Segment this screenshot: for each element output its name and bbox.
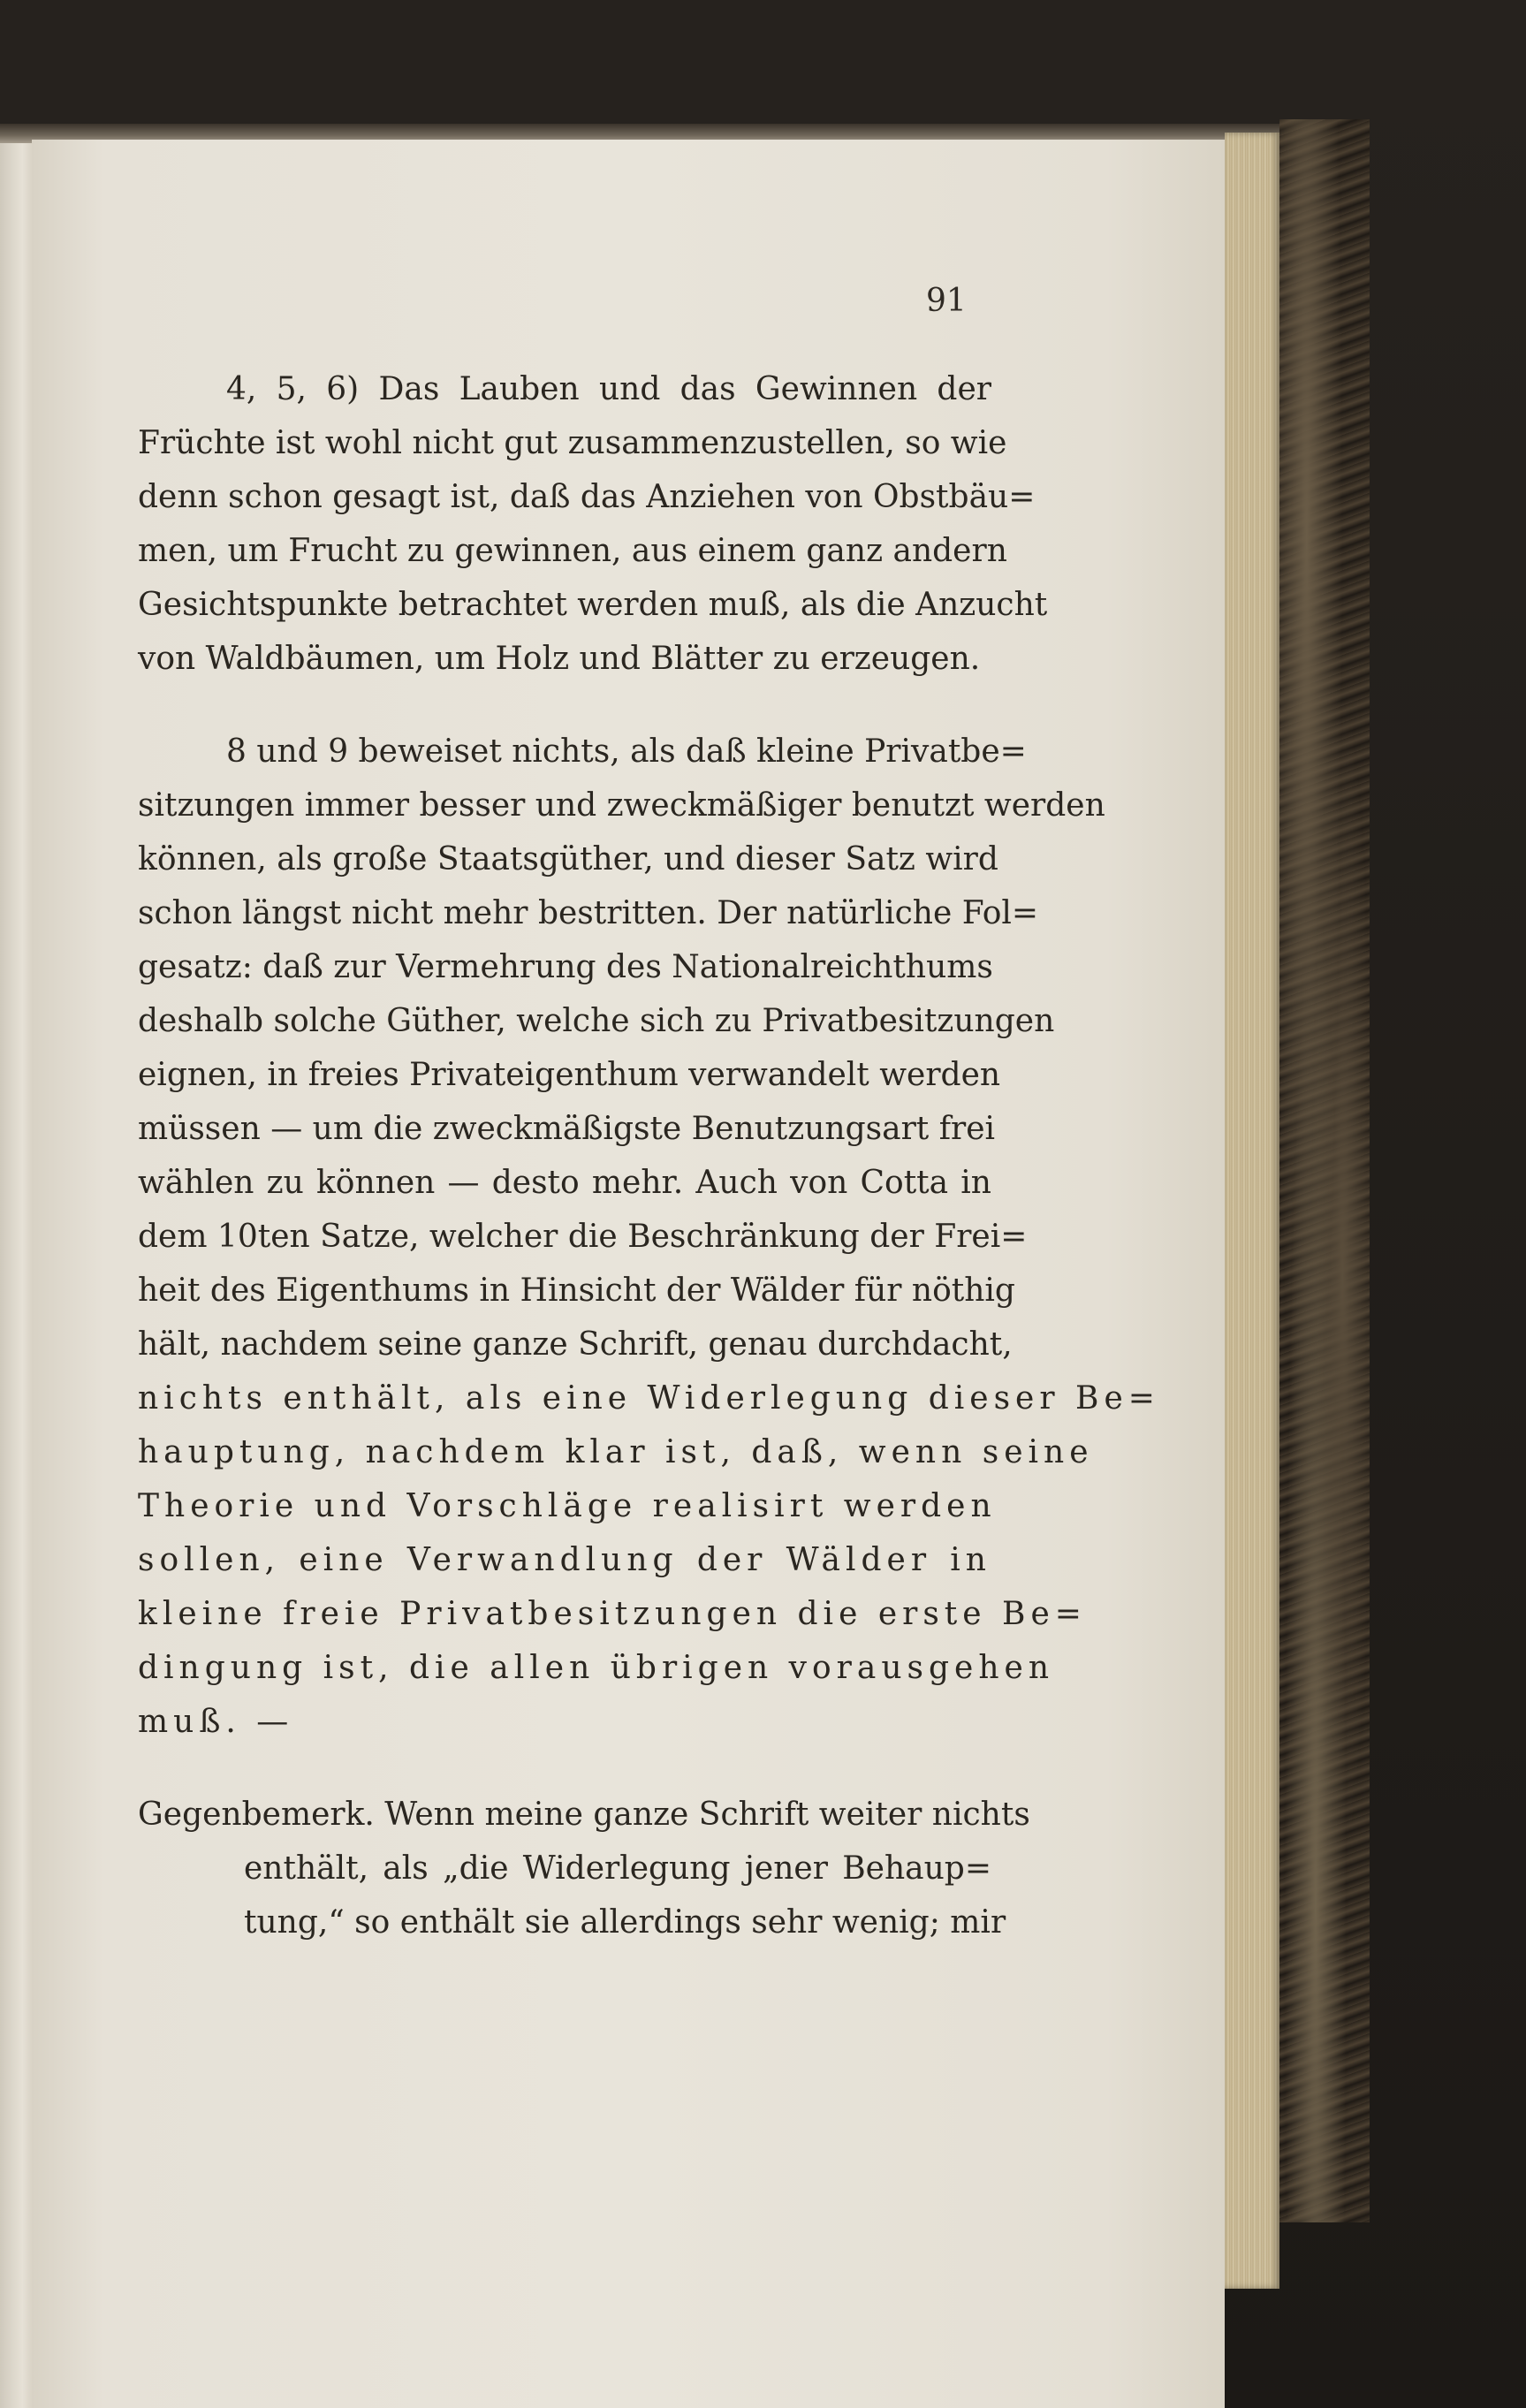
text-line: müssen — um die zweckmäßigste Benutzungsart frei: [138, 1111, 996, 1147]
text-line: enthält, als „die Widerlegung jener Behaup=: [244, 1850, 991, 1887]
emphasized-text-line: muß. —: [138, 1704, 294, 1740]
marbled-cover: [1279, 119, 1370, 2222]
paragraph-2: [138, 725, 1160, 1749]
page-text: [138, 283, 1160, 1949]
emphasized-text-line: Theorie und Vorschläge realisirt werden: [138, 1488, 997, 1524]
text-line: 8 und 9 beweiset nichts, als daß kleine Privatbe=: [226, 733, 1027, 770]
text-line: Früchte ist wohl nicht gut zusammenzustellen, so wie: [138, 425, 1007, 461]
emphasized-text-line: nichts enthält, als eine Widerlegung dieser Be=: [138, 1380, 1160, 1417]
paragraph-1: [138, 283, 1048, 686]
text-line: können, als große Staatsgüther, und dieser Satz wird: [138, 841, 998, 877]
emphasized-text-line: hauptung, nachdem klar ist, daß, wenn seine: [138, 1434, 1094, 1470]
text-line: deshalb solche Güther, welche sich zu Privatbesitzungen: [138, 1003, 1055, 1039]
text-line: Gegenbemerk. Wenn meine ganze Schrift weiter nichts: [138, 1797, 1030, 1833]
text-line: 4, 5, 6) Das Lauben und das Gewinnen der: [226, 371, 991, 407]
text-line: eignen, in freies Privateigenthum verwandelt werden: [138, 1057, 1001, 1093]
text-line: denn schon gesagt ist, daß das Anziehen von Obstbäu=: [138, 479, 1036, 515]
text-line: gesatz: daß zur Vermehrung des Nationalreichthums: [138, 949, 993, 985]
text-line: tung,“ so enthält sie allerdings sehr wenig; mir: [244, 1904, 1006, 1941]
text-line: heit des Eigenthums in Hinsicht der Wälder für nöthig: [138, 1272, 1015, 1309]
text-line: sitzungen immer besser und zweckmäßiger benutzt werden: [138, 787, 1105, 824]
page-number: 91: [926, 283, 967, 319]
text-line: Gesichtspunkte betrachtet werden muß, als die Anzucht: [138, 587, 1048, 623]
emphasized-text-line: kleine freie Privatbesitzungen die erste Be=: [138, 1596, 1087, 1632]
facing-page-edge: [0, 141, 32, 2408]
text-line: von Waldbäumen, um Holz und Blätter zu erzeugen.: [138, 641, 981, 677]
emphasized-text-line: dingung ist, die allen übrigen vorausgehen: [138, 1650, 1055, 1686]
emphasized-text-line: sollen, eine Verwandlung der Wälder in: [138, 1542, 991, 1578]
paragraph-gap: [138, 686, 991, 725]
paragraph-3: [138, 1788, 1030, 1949]
text-line: dem 10ten Satze, welcher die Beschränkung der Frei=: [138, 1219, 1028, 1255]
page-stack-edges: [1225, 133, 1279, 2289]
text-line: wählen zu können — desto mehr. Auch von Cotta in: [138, 1165, 991, 1201]
paragraph-gap: [138, 1749, 991, 1788]
text-line: men, um Frucht zu gewinnen, aus einem ganz andern: [138, 533, 1007, 569]
text-line: schon längst nicht mehr bestritten. Der natürliche Fol=: [138, 895, 1039, 931]
text-line: hält, nachdem seine ganze Schrift, genau durchdacht,: [138, 1326, 1013, 1363]
